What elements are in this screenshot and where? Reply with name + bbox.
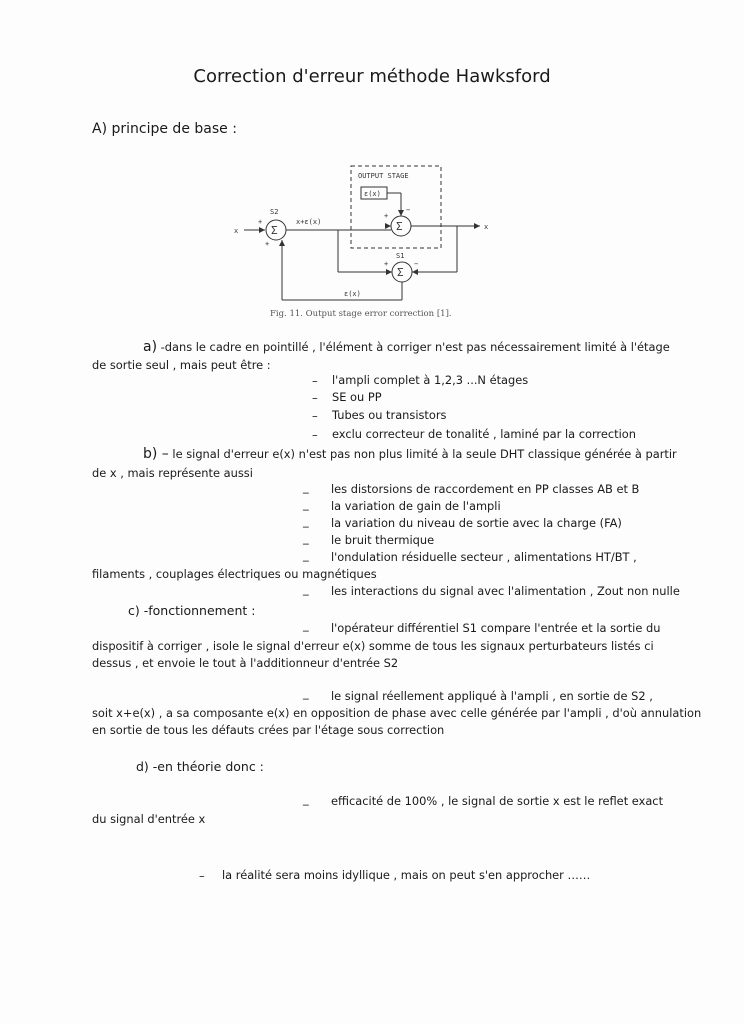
item-c-p2-line3: en sortie de tous les défauts crées par l'étage sous correction: [92, 723, 445, 737]
item-a-line1: a) -dans le cadre en pointillé , l'élément à corriger n'est pas nécessairement limité à l'étage: [143, 339, 670, 355]
bullet-dash: _: [303, 548, 309, 562]
bullet-dash: –: [312, 391, 318, 405]
s2-plus-top: +: [258, 218, 263, 226]
item-d-p-line2: du signal d'entrée x: [92, 812, 206, 826]
section-a-heading: A) principe de base :: [92, 121, 237, 137]
page-title: Correction d'erreur méthode Hawksford: [193, 66, 551, 87]
out-sigma: Σ: [396, 220, 403, 233]
out-summer-minus: −: [406, 206, 411, 214]
item-d-p-first: efficacité de 100% , le signal de sortie x est le reflet exact: [331, 794, 664, 808]
bullet-dash: –: [312, 428, 318, 442]
item-c-p1-line2: dispositif à corriger , isole le signal d'erreur e(x) somme de tous les signaux perturbateurs listés ci: [92, 639, 654, 653]
bullet-dash: _: [303, 480, 309, 494]
bullet-dash: _: [303, 618, 309, 632]
bullet-dash: –: [312, 409, 318, 423]
item-b-continuation: filaments , couplages électriques ou magnétiques: [92, 567, 377, 581]
item-b-bullet-4: le bruit thermique: [331, 533, 435, 547]
bullet-dash: _: [303, 582, 309, 596]
s2-sigma: Σ: [271, 224, 278, 237]
label-x-plus-ex: x+ε(x): [296, 218, 322, 226]
s2-plus-bottom: +: [265, 240, 270, 248]
item-a-bullet-2: SE ou PP: [332, 390, 382, 404]
item-b-marker: b) –: [143, 446, 169, 462]
item-b-line1: b) – le signal d'erreur e(x) n'est pas non plus limité à la seule DHT classique générée à partir: [143, 446, 677, 462]
label-ex-box: ε(x): [364, 190, 381, 198]
item-c-p1-line3: dessus , et envoie le tout à l'additionneur d'entrée S2: [92, 656, 399, 670]
item-d-heading: d) -en théorie donc :: [136, 759, 264, 774]
label-s1: S1: [396, 252, 405, 260]
item-b-line2: de x , mais représente aussi: [92, 466, 253, 480]
item-a-bullet-3: Tubes ou transistors: [332, 408, 447, 422]
item-c-p1-first: l'opérateur différentiel S1 compare l'entrée et la sortie du: [331, 621, 661, 635]
label-x-out: x: [484, 223, 489, 231]
s1-sigma: Σ: [397, 266, 404, 279]
s1-plus: +: [384, 260, 389, 268]
bullet-dash: _: [303, 686, 309, 700]
item-a-bullet-1: l'ampli complet à 1,2,3 ...N étages: [332, 373, 529, 387]
figure-caption: Fig. 11. Output stage error correction [1].: [270, 309, 452, 319]
item-c-heading: c) -fonctionnement :: [128, 603, 256, 618]
label-output-stage: OUTPUT STAGE: [358, 172, 409, 180]
bullet-dash: –: [199, 869, 205, 883]
error-correction-diagram: [228, 160, 498, 310]
item-c-p2-first: le signal réellement appliqué à l'ampli , en sortie de S2 ,: [331, 689, 653, 703]
item-b-bullet-6: les interactions du signal avec l'alimentation , Zout non nulle: [331, 584, 680, 598]
bullet-dash: _: [303, 497, 309, 511]
item-b-bullet-1: les distorsions de raccordement en PP classes AB et B: [331, 482, 640, 496]
bullet-dash: _: [303, 531, 309, 545]
bullet-dash: –: [312, 374, 318, 388]
item-a-bullet-4: exclu correcteur de tonalité , laminé par la correction: [332, 427, 636, 441]
item-b-bullet-5: l'ondulation résiduelle secteur , alimentations HT/BT ,: [331, 550, 637, 564]
label-ex-feedback: ε(x): [344, 290, 361, 298]
s1-minus: −: [414, 260, 419, 268]
item-c-p2-line2: soit x+e(x) , a sa composante e(x) en opposition de phase avec celle générée par l'ampli , d'où annulation: [92, 706, 702, 720]
label-x-in: x: [234, 227, 239, 235]
label-s2: S2: [270, 208, 279, 216]
item-a-marker: a): [143, 339, 158, 355]
item-b-bullet-2: la variation de gain de l'ampli: [331, 499, 501, 513]
bullet-dash: _: [303, 792, 309, 806]
bullet-dash: _: [303, 514, 309, 528]
out-summer-plus: +: [384, 212, 389, 220]
item-b-bullet-3: la variation du niveau de sortie avec la charge (FA): [331, 516, 622, 530]
final-remark: la réalité sera moins idyllique , mais on peut s'en approcher ……: [222, 868, 591, 882]
item-a-line2: de sortie seul , mais peut être :: [92, 358, 271, 372]
